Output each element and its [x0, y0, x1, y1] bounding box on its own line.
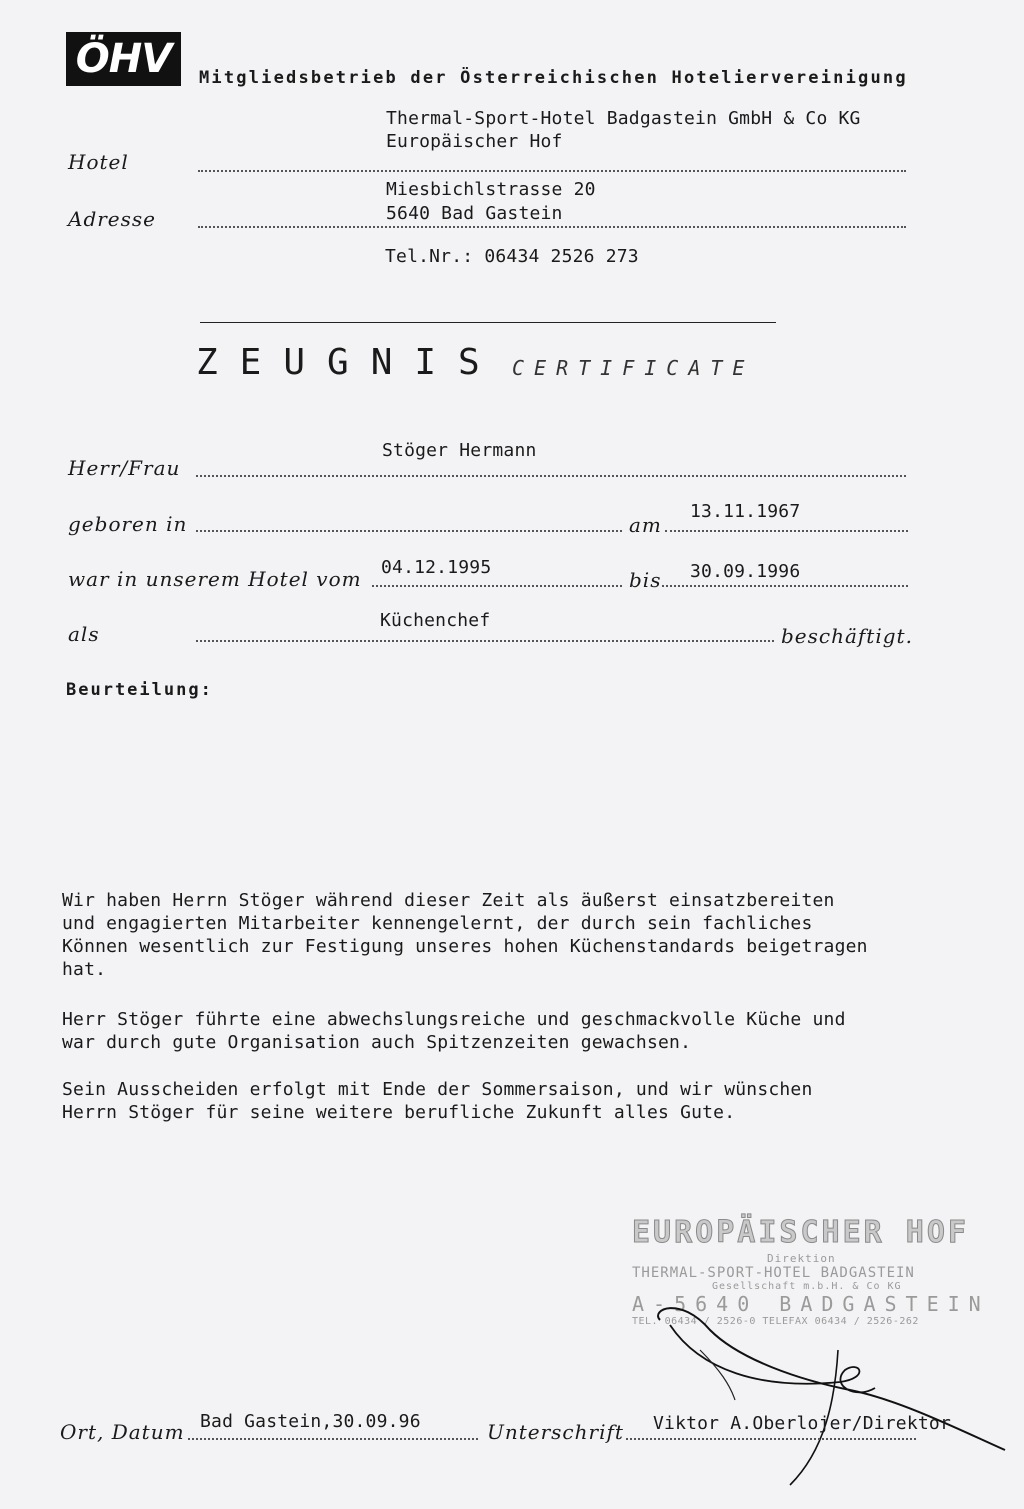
- birth-date-dotted-line: [665, 530, 908, 532]
- hotel-name-line1: Thermal-Sport-Hotel Badgastein GmbH & Co KG: [386, 108, 861, 129]
- assessment-paragraph-1: Wir haben Herrn Stöger während dieser Zeit als äußerst einsatzbereiten und engagierten Mitarbeiter kennengelernt, der durch sein fachliches Können wesentlich zur Festigung unseres hohen Küchenstandards beigetragen hat.: [62, 890, 868, 980]
- signature-dotted-line: [626, 1438, 916, 1440]
- employed-from-value: 04.12.1995: [381, 557, 492, 578]
- birth-place-label: geboren in: [68, 512, 188, 536]
- position-label: als: [68, 622, 100, 646]
- place-date-label: Ort, Datum: [60, 1420, 185, 1444]
- hotel-label: Hotel: [68, 150, 129, 174]
- birth-date-value: 13.11.1967: [690, 501, 801, 522]
- title-rule: [200, 322, 776, 323]
- stamp-line-1: EUROPÄISCHER HOF: [632, 1215, 969, 1250]
- employed-to-label: bis: [629, 568, 662, 592]
- stamp-line-3: THERMAL-SPORT-HOTEL BADGASTEIN: [632, 1265, 915, 1281]
- employed-to-dotted-line: [662, 585, 908, 587]
- stamp-line-2: Direktion: [767, 1252, 836, 1265]
- address-label: Adresse: [68, 207, 157, 231]
- birth-date-label: am: [629, 513, 662, 537]
- oehv-logo: [66, 32, 181, 86]
- title-zeugnis: ZEUGNIS: [196, 342, 502, 383]
- logo-text: ÖHV: [75, 36, 172, 82]
- position-value: Küchenchef: [380, 610, 491, 631]
- hotel-name-line2: Europäischer Hof: [386, 131, 563, 152]
- hotel-dotted-line: [198, 170, 906, 172]
- address-line2: 5640 Bad Gastein: [386, 203, 563, 224]
- title-certificate: CERTIFICATE: [512, 356, 755, 380]
- person-dotted-line: [196, 475, 906, 477]
- stamp-line-5: A-5640 BADGASTEIN: [632, 1292, 990, 1316]
- address-line1: Miesbichlstrasse 20: [386, 179, 596, 200]
- stamp-line-6: TEL. 06434 / 2526-0 TELEFAX 06434 / 2526-262: [632, 1316, 919, 1327]
- position-dotted-line: [196, 640, 774, 642]
- employed-from-label: war in unserem Hotel vom: [68, 567, 362, 591]
- address-dotted-line: [198, 226, 906, 228]
- employed-to-value: 30.09.1996: [690, 561, 801, 582]
- assessment-paragraph-3: Sein Ausscheiden erfolgt mit Ende der Sommersaison, und wir wünschen Herrn Stöger für seine weitere berufliche Zukunft alles Gute.: [62, 1079, 813, 1123]
- handwritten-signature: [640, 1290, 1020, 1490]
- person-value: Stöger Hermann: [382, 440, 537, 461]
- person-label: Herr/Frau: [68, 456, 181, 480]
- position-suffix: beschäftigt.: [781, 624, 913, 648]
- signature-label: Unterschrift: [487, 1420, 624, 1444]
- phone-number: Tel.Nr.: 06434 2526 273: [385, 246, 639, 267]
- association-line: Mitgliedsbetrieb der Österreichischen Hoteliervereinigung: [199, 68, 908, 88]
- assessment-heading: Beurteilung:: [66, 680, 213, 700]
- stamp-line-4: Gesellschaft m.b.H. & Co KG: [712, 1281, 902, 1292]
- place-date-value: Bad Gastein,30.09.96: [200, 1411, 421, 1432]
- place-date-dotted-line: [188, 1438, 478, 1440]
- assessment-paragraph-2: Herr Stöger führte eine abwechslungsreiche und geschmackvolle Küche und war durch gute Organisation auch Spitzenzeiten gewachsen.: [62, 1009, 846, 1053]
- signature-name: Viktor A.Oberlojer/Direktor: [653, 1413, 951, 1434]
- birth-place-dotted-line: [196, 530, 622, 532]
- employed-from-dotted-line: [372, 585, 622, 587]
